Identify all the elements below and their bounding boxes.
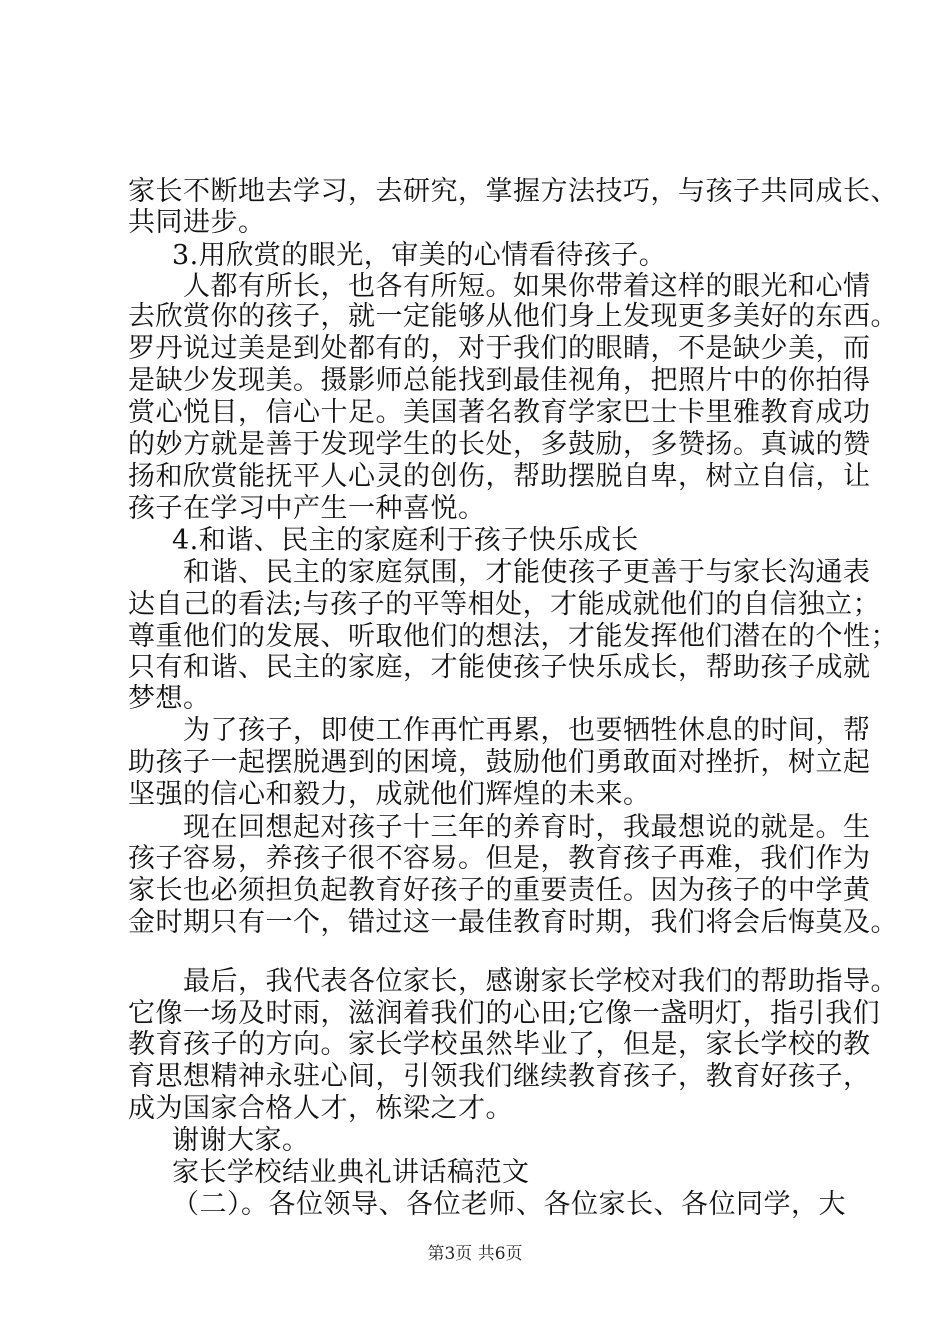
text-line-27: 教育孩子的方向。家长学校虽然毕业了，但是，家长学校的教 [128, 1029, 871, 1060]
text-line-11: 孩子在学习中产生一种喜悦。 [128, 493, 486, 524]
text-line-28: 育思想精神永驻心间，引领我们继续教育孩子，教育好孩子， [128, 1061, 871, 1092]
text-line-21: 现在回想起对孩子十三年的养育时，我最想说的就是。生 [183, 812, 871, 843]
text-line-10: 扬和欣赏能抚平人心灵的创伤，帮助摆脱自卑，树立自信，让 [128, 461, 871, 492]
page-footer: 第3页 共6页 [427, 1244, 523, 1264]
text-line-20: 坚强的信心和毅力，成就他们辉煌的未来。 [128, 779, 651, 810]
text-line-15: 尊重他们的发展、听取他们的想法，才能发挥他们潜在的个性； [128, 621, 898, 652]
document-subtitle: 家长学校结业典礼讲话稿范文 [172, 1157, 530, 1188]
section-heading-4: 4.和谐、民主的家庭利于孩子快乐成长 [172, 525, 639, 556]
text-line-7: 是缺少发现美。摄影师总能找到最佳视角，把照片中的你拍得 [128, 365, 871, 396]
text-line-5: 去欣赏你的孩子，就一定能够从他们身上发现更多美好的东西。 [128, 301, 898, 332]
text-line-24: 金时期只有一个，错过这一最佳教育时期，我们将会后悔莫及。 [128, 907, 898, 938]
section-heading-3: 3.用欣赏的眼光，审美的心情看待孩子。 [172, 240, 667, 271]
text-line-29: 成为国家合格人才，栋梁之才。 [128, 1093, 513, 1124]
text-line-2: 共同进步。 [128, 207, 266, 238]
text-line-23: 家长也必须担负起教育好孩子的重要责任。因为孩子的中学黄 [128, 875, 871, 906]
text-line-13: 和谐、民主的家庭氛围，才能使孩子更善于与家长沟通表 [183, 557, 871, 588]
text-line-16: 只有和谐、民主的家庭，才能使孩子快乐成长，帮助孩子成就 [128, 652, 871, 683]
text-line-25: 最后，我代表各位家长，感谢家长学校对我们的帮助指导。 [183, 966, 898, 997]
text-line-9: 的妙方就是善于发现学生的长处，多鼓励，多赞扬。真诚的赞 [128, 429, 871, 460]
text-line-14: 达自己的看法;与孩子的平等相处，才能成就他们的自信独立； [128, 589, 881, 620]
text-line-30: 谢谢大家。 [172, 1125, 310, 1156]
text-line-18: 为了孩子，即使工作再忙再累，也要牺牲休息的时间，帮 [183, 715, 871, 746]
text-line-8: 赏心悦目，信心十足。美国著名教育学家巴士卡里雅教育成功 [128, 397, 871, 428]
text-line-17: 梦想。 [128, 683, 211, 714]
text-line-1: 家长不断地去学习，去研究，掌握方法技巧，与孩子共同成长、 [128, 176, 898, 207]
text-line-22: 孩子容易，养孩子很不容易。但是，教育孩子再难，我们作为 [128, 843, 871, 874]
text-line-26: 它像一场及时雨，滋润着我们的心田;它像一盏明灯，指引我们 [128, 998, 881, 1029]
text-line-32: （二）。各位领导、各位老师、各位家长、各位同学，大 [172, 1189, 846, 1220]
text-line-19: 助孩子一起摆脱遇到的困境，鼓励他们勇敢面对挫折，树立起 [128, 747, 871, 778]
text-line-4: 人都有所长，也各有所短。如果你带着这样的眼光和心情 [183, 271, 871, 302]
text-line-6: 罗丹说过美是到处都有的，对于我们的眼睛，不是缺少美，而 [128, 333, 871, 364]
